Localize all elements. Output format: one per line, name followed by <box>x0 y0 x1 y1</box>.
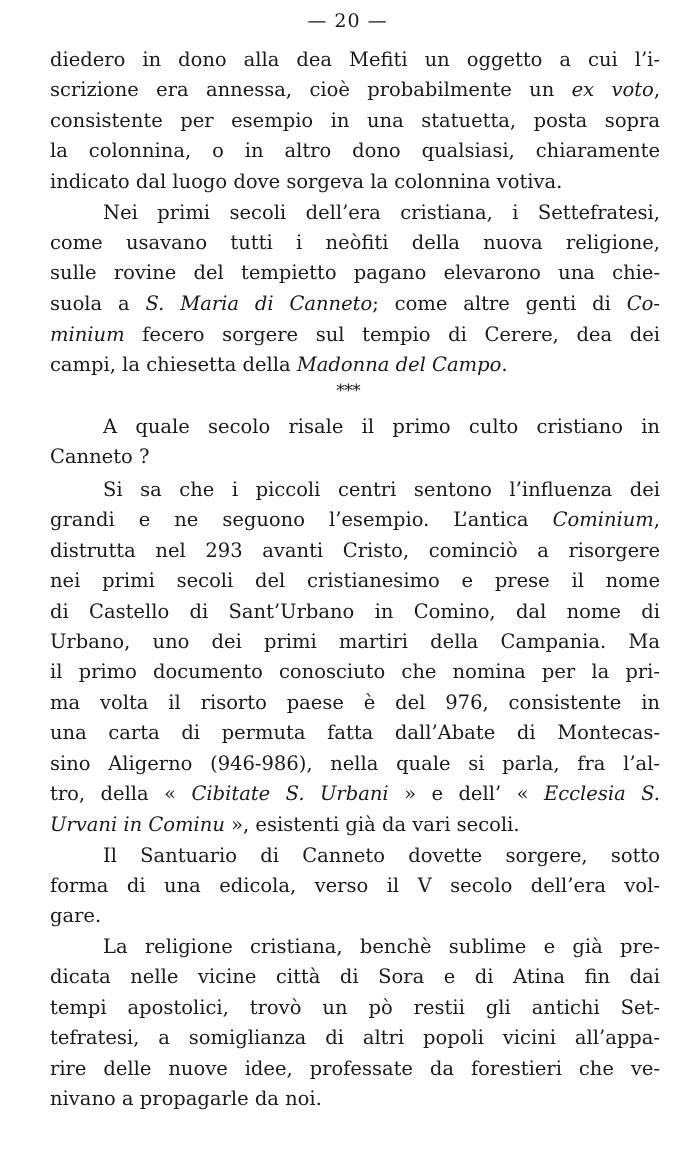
text-line <box>50 566 660 596</box>
text-line <box>50 810 660 840</box>
text-line <box>50 442 660 472</box>
text-segment: . <box>501 353 508 376</box>
text-segment: dicata nelle vicine città di Sora e di Atina fin dai <box>50 965 660 988</box>
text-line <box>50 320 660 350</box>
text-line <box>50 901 660 931</box>
text-segment: forma di una edicola, verso il V secolo dell’era vol- <box>50 874 660 897</box>
text-line <box>103 475 660 505</box>
text-line <box>50 258 660 288</box>
text-segment: come usavano tutti i neòfiti della nuova religione, <box>50 231 660 254</box>
text-line <box>50 536 660 566</box>
text-line <box>103 932 660 962</box>
italic-text: Cibitate S. Urbani <box>191 782 389 805</box>
text-segment: tefratesi, a somiglianza di altri popoli vicini all’appa- <box>50 1026 660 1049</box>
text-segment: la colonnina, o in altro dono qualsiasi, chiaramente <box>50 139 660 162</box>
text-segment: ma volta il risorto paese è del 976, consistente in <box>50 691 660 714</box>
text-line <box>103 412 660 442</box>
text-line <box>50 749 660 779</box>
text-segment: fecero sorgere sul tempio di Cerere, dea dei <box>124 323 660 346</box>
italic-text: Co- <box>626 292 660 315</box>
text-line <box>50 505 660 535</box>
text-line <box>50 597 660 627</box>
italic-text: minium <box>50 323 125 346</box>
text-line <box>50 106 660 136</box>
text-segment: consistente per esempio in una statuetta, posta sopra <box>50 109 660 132</box>
text-line <box>50 718 660 748</box>
text-segment: A quale secolo risale il primo culto cristiano in <box>103 415 660 438</box>
text-line <box>103 198 660 228</box>
italic-text: Urvani in Cominu <box>50 813 225 836</box>
text-line <box>103 841 660 871</box>
text-segment: di Castello di Sant’Urbano in Comino, dal nome di <box>50 600 660 623</box>
text-segment: Si sa che i piccoli centri sentono l’influenza dei <box>103 478 660 501</box>
text-segment: una carta di permuta fatta dall’Abate di Montecas- <box>50 721 660 744</box>
text-segment: grandi e ne seguono l’esempio. L’antica <box>50 508 553 531</box>
text-segment: il primo documento conosciuto che nomina per la pri- <box>50 660 660 683</box>
text-line <box>50 45 660 75</box>
text-line <box>50 779 660 809</box>
text-segment: tempi apostolici, trovò un pò restii gli antichi Set- <box>50 996 660 1019</box>
text-segment: » e dell’ « <box>388 782 544 805</box>
text-segment: indicato dal luogo dove sorgeva la colonnina votiva. <box>50 170 563 193</box>
text-segment: suola a <box>50 292 146 315</box>
text-segment: nei primi secoli del cristianesimo e prese il nome <box>50 569 660 592</box>
text-segment: La religione cristiana, benchè sublime e già pre- <box>103 935 660 958</box>
text-segment: sino Aligerno (946-986), nella quale si parla, fra l’al- <box>50 752 660 775</box>
italic-text: S. Maria di Canneto <box>145 292 373 315</box>
italic-text: Cominium <box>552 508 654 531</box>
text-segment: Nei primi secoli dell’era cristiana, i Settefratesi, <box>103 201 660 224</box>
text-segment: », esistenti già da vari secoli. <box>224 813 520 836</box>
text-line <box>50 1023 660 1053</box>
text-line <box>50 993 660 1023</box>
section-separator: * * * <box>336 381 359 401</box>
text-segment: rire delle nuove idee, professate da forestieri che ve- <box>50 1057 660 1080</box>
text-segment: distrutta nel 293 avanti Cristo, cominciò a risorgere <box>50 539 660 562</box>
text-segment: sulle rovine del tempietto pagano elevarono una chie- <box>50 261 660 284</box>
italic-text: ex voto <box>571 78 654 101</box>
italic-text: Ecclesia S. <box>543 782 660 805</box>
text-segment: Canneto ? <box>50 445 150 468</box>
italic-text: Madonna del Campo <box>296 353 502 376</box>
text-line <box>50 167 660 197</box>
text-line <box>50 350 660 380</box>
text-line <box>50 1084 660 1114</box>
text-line <box>50 688 660 718</box>
text-line <box>50 962 660 992</box>
text-segment: tro, della « <box>50 782 192 805</box>
text-segment: scrizione era annessa, cioè probabilmente un <box>50 78 572 101</box>
text-line <box>50 627 660 657</box>
text-segment: diedero in dono alla dea Mefiti un oggetto a cui l’i- <box>50 48 660 71</box>
text-segment: gare. <box>50 904 102 927</box>
text-segment: Il Santuario di Canneto dovette sorgere, sotto <box>103 844 660 867</box>
text-segment: campi, la chiesetta della <box>50 353 297 376</box>
text-line <box>50 289 660 319</box>
text-line <box>50 228 660 258</box>
text-line <box>50 657 660 687</box>
page-number: — 20 — <box>307 10 388 32</box>
text-segment: , <box>653 78 660 101</box>
text-line <box>50 136 660 166</box>
text-line <box>50 1054 660 1084</box>
text-segment: Urbano, uno dei primi martiri della Campania. Ma <box>50 630 660 653</box>
text-segment: ; come altre genti di <box>372 292 627 315</box>
text-line <box>50 75 660 105</box>
text-segment: , <box>653 508 660 531</box>
text-segment: nivano a propagarle da noi. <box>50 1087 322 1110</box>
text-line <box>50 871 660 901</box>
